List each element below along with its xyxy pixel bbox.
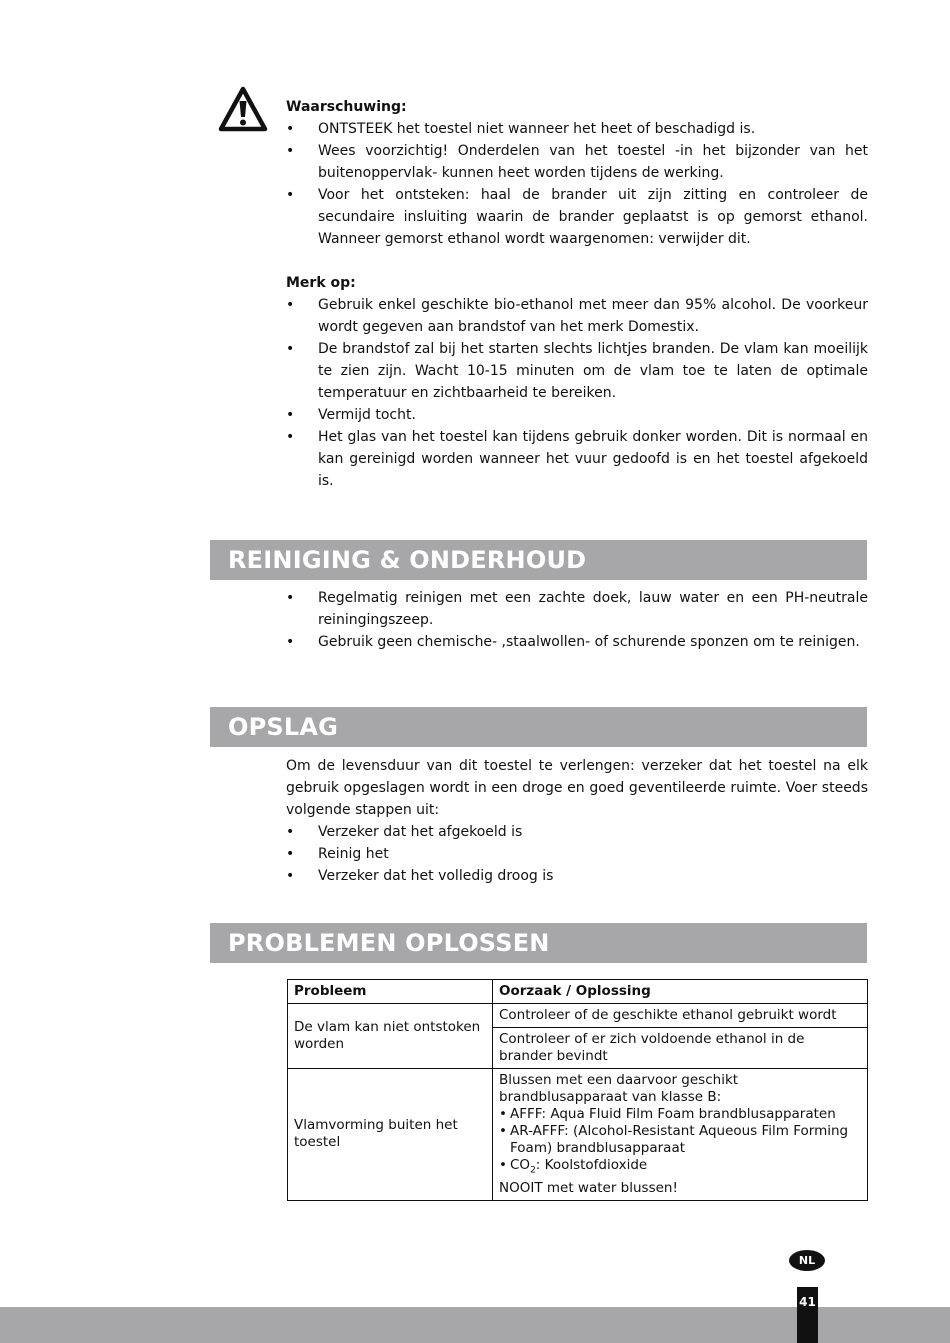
table-row bbox=[288, 1004, 868, 1028]
list-item: • Verzeker dat het afgekoeld is bbox=[286, 821, 868, 843]
list-item: • Wees voorzichtig! Onderdelen van het toestel -in het bijzonder van het buitenoppervlak- kunnen heet worden tijdens de werking. bbox=[286, 140, 868, 184]
solution-item: • AR-AFFF: (Alcohol-Resistant Aqueous Film Forming Foam) brandblusapparaat bbox=[499, 1123, 861, 1157]
section-heading-troubleshooting: PROBLEMEN OPLOSSEN bbox=[210, 923, 867, 963]
note-list bbox=[286, 294, 868, 492]
list-item: • Regelmatig reinigen met een zachte doek, lauw water en een PH-neutrale reiningingszeep. bbox=[286, 587, 868, 631]
language-badge: NL bbox=[789, 1250, 825, 1271]
solution-outro: NOOIT met water blussen! bbox=[499, 1179, 678, 1196]
table-row bbox=[288, 1069, 868, 1201]
solution-item: • AFFF: Aqua Fluid Film Foam brandblusapparaten bbox=[499, 1106, 861, 1123]
solution-cell: Controleer of er zich voldoende ethanol in de brander bevindt bbox=[493, 1028, 868, 1069]
solution-item bbox=[499, 1157, 861, 1180]
list-item: • Het glas van het toestel kan tijdens gebruik donker worden. Dit is normaal en kan gereinigd worden wanneer het vuur gedoofd is en het toestel afgekoeld is. bbox=[286, 426, 868, 492]
warning-list bbox=[286, 118, 868, 250]
column-header-solution: Oorzaak / Oplossing bbox=[493, 980, 868, 1004]
warning-title: Waarschuwing: bbox=[286, 99, 407, 115]
solution-intro: Blussen met een daarvoor geschikt brandblusapparaat van klasse B: bbox=[499, 1072, 739, 1105]
list-item: • De brandstof zal bij het starten slechts lichtjes branden. De vlam kan moeilijk te zien zijn. Wacht 10-15 minuten om de vlam toe te laten de optimale temperatuur en zichtbaarheid te bereiken. bbox=[286, 338, 868, 404]
solution-cell bbox=[493, 1069, 868, 1201]
section-heading-storage: OPSLAG bbox=[210, 707, 867, 747]
list-item: • Reinig het bbox=[286, 843, 868, 865]
cleaning-list bbox=[286, 587, 868, 653]
list-item: • ONTSTEEK het toestel niet wanneer het heet of beschadigd is. bbox=[286, 118, 868, 140]
warning-block bbox=[286, 96, 868, 250]
problem-cell: Vlamvorming buiten het toestel bbox=[288, 1069, 493, 1201]
co2-suffix: : Koolstofdioxide bbox=[535, 1157, 648, 1173]
storage-intro: Om de levensduur van dit toestel te verlengen: verzeker dat het toestel na elk gebruik opgeslagen wordt in een droge en goed geventileerde ruimte. Voer steeds volgende stappen uit: bbox=[286, 758, 868, 818]
troubleshooting-table bbox=[287, 979, 868, 1201]
warning-triangle-icon bbox=[218, 86, 268, 132]
list-item: • Verzeker dat het volledig droog is bbox=[286, 865, 868, 887]
note-title: Merk op: bbox=[286, 275, 356, 291]
list-item: • Voor het ontsteken: haal de brander uit zijn zitting en controleer de secundaire insluiting waarin de brander geplaatst is op gemorst ethanol. Wanneer gemorst ethanol wordt waargenomen: verwijder dit. bbox=[286, 184, 868, 250]
list-item: • Gebruik geen chemische- ,staalwollen- of schurende sponzen om te reinigen. bbox=[286, 631, 868, 653]
page-number: 41 bbox=[797, 1287, 818, 1343]
list-item: • Gebruik enkel geschikte bio-ethanol met meer dan 95% alcohol. De voorkeur wordt gegeven aan brandstof van het merk Domestix. bbox=[286, 294, 868, 338]
table-header-row bbox=[288, 980, 868, 1004]
co2-prefix: CO bbox=[510, 1157, 531, 1173]
column-header-problem: Probleem bbox=[288, 980, 493, 1004]
list-item: • Vermijd tocht. bbox=[286, 404, 868, 426]
section-heading-cleaning: REINIGING & ONDERHOUD bbox=[210, 540, 867, 580]
note-block bbox=[286, 272, 868, 492]
storage-block bbox=[286, 755, 868, 887]
problem-cell: De vlam kan niet ontstoken worden bbox=[288, 1004, 493, 1069]
cleaning-block bbox=[286, 587, 868, 653]
co2-subscript: 2 bbox=[530, 1165, 536, 1176]
storage-list bbox=[286, 821, 868, 887]
solution-cell: Controleer of de geschikte ethanol gebruikt wordt bbox=[493, 1004, 868, 1028]
